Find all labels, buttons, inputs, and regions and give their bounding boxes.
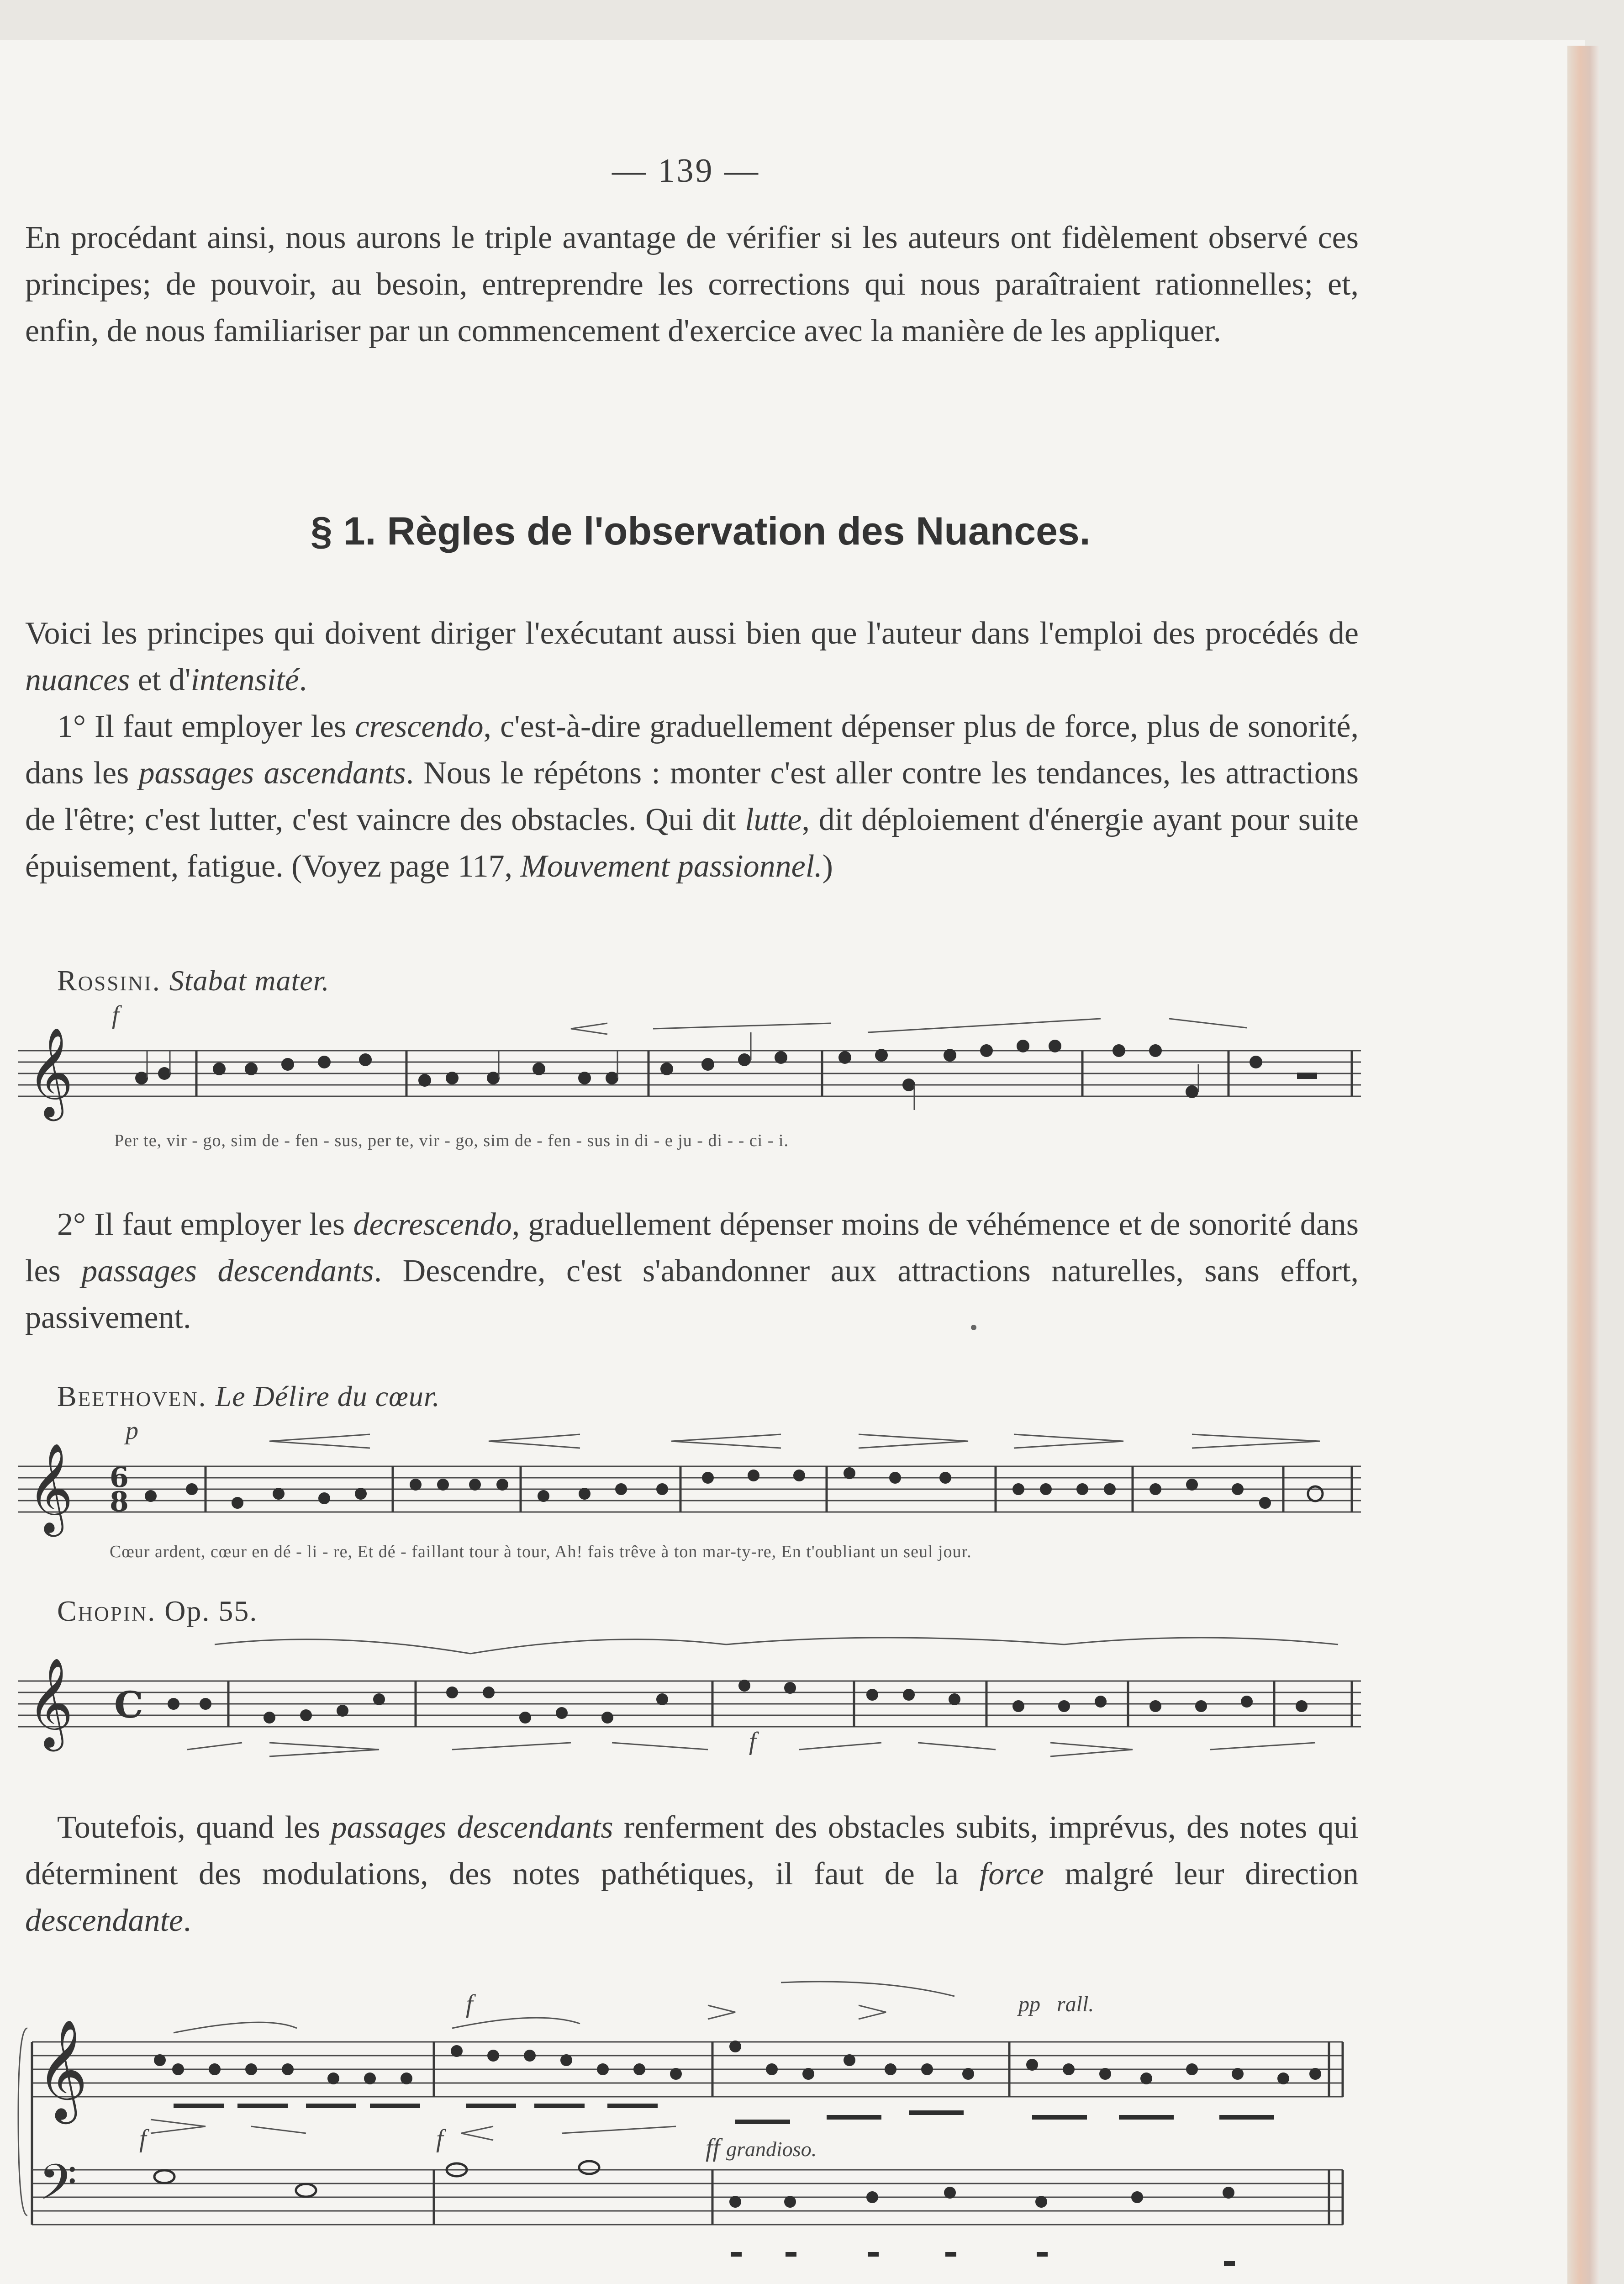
page-edge bbox=[1567, 46, 1599, 2284]
example-1-lyrics: Per te, vir - go, sim de - fen - sus, per te, vir - go, sim de - fen - sus in di - e ju - di - - ci - i. bbox=[114, 1131, 789, 1150]
svg-text:8: 8 bbox=[110, 1486, 129, 1518]
example-4-dynamic-f1: f bbox=[466, 1990, 473, 2018]
example-2-lyrics: Cœur ardent, cœur en dé - li - re, Et dé - faillant tour à tour, Ah! fais trêve à ton mar-ty-re, En t'oubliant un seul jour. bbox=[110, 1542, 972, 1561]
svg-text:𝄢: 𝄢 bbox=[39, 2153, 77, 2223]
section-heading: § 1. Règles de l'observation des Nuances. bbox=[311, 509, 1091, 553]
example-2-caption: Beethoven. Le Délire du cœur. bbox=[57, 1380, 440, 1412]
svg-text:𝄞: 𝄞 bbox=[27, 1657, 74, 1748]
page-number: — 139 — bbox=[612, 152, 760, 190]
rule-3-paragraph: Toutefois, quand les passages descendants renferment des obstacles subits, imprévus, des notes qui déterminent des modulations, des notes pathétiques, il faut de la force malgré leur direction descendante. bbox=[25, 1810, 1359, 1938]
svg-text:𝄞: 𝄞 bbox=[27, 1027, 74, 1117]
example-1-dynamic: f bbox=[112, 1001, 119, 1029]
book-page bbox=[0, 40, 1585, 2284]
stray-dot bbox=[971, 1325, 976, 1330]
example-4-piano-system bbox=[14, 1978, 1366, 2284]
rule-1-paragraph: 1° Il faut employer les crescendo, c'est-à-dire graduellement dépenser plus de force, plus de sonorité, dans les passages ascendants. Nous le répétons : monter c'est aller contre les tendances, les attractions de l'être; c'est lutter, c'est vaincre des obstacles. Qui dit lutte, dit déploiement d'énergie ayant pour suite épuisement, fatigue. (Voyez page 117, Mouvement passionnel.) bbox=[25, 709, 1359, 884]
example-4-dynamic-ff: ff grandioso. bbox=[706, 2134, 817, 2162]
svg-text:𝄞: 𝄞 bbox=[37, 2019, 88, 2120]
example-3-dynamic: f bbox=[749, 1727, 756, 1755]
example-4-pp-rall: pp rall. bbox=[1018, 1992, 1094, 2016]
example-2-staff bbox=[14, 1421, 1366, 1539]
example-1-staff bbox=[14, 1005, 1366, 1133]
rule-2-paragraph: 2° Il faut employer les decrescendo, graduellement dépenser moins de véhémence et de sonorité dans les passages descendants. Descendre, c'est s'abandonner aux attractions naturelles, sans effort, passivement. bbox=[25, 1207, 1359, 1335]
example-3-staff bbox=[14, 1626, 1366, 1772]
svg-text:6: 6 bbox=[110, 1462, 129, 1494]
rules-intro-paragraph: Voici les principes qui doivent diriger l'exécutant aussi bien que l'auteur dans l'emploi des procédés de nuances et d'intensité. bbox=[25, 616, 1359, 698]
example-4-dynamic-f3: f bbox=[436, 2125, 443, 2153]
example-4-dynamic-f2: f bbox=[139, 2125, 147, 2153]
svg-text:C: C bbox=[114, 1683, 143, 1726]
intro-paragraph: En procédant ainsi, nous aurons le triple avantage de vérifier si les auteurs ont fidèlement observé ces principes; de pouvoir, au besoin, entreprendre les corrections qui nous paraîtraient rationnelles; et, enfin, de nous familiariser par un commencement d'exercice avec la manière de les appliquer. bbox=[25, 220, 1359, 349]
example-1-caption: Rossini. Stabat mater. bbox=[57, 964, 330, 997]
svg-text:𝄞: 𝄞 bbox=[27, 1443, 74, 1533]
example-3-caption: Chopin. Op. 55. bbox=[57, 1595, 258, 1627]
example-2-dynamic: p bbox=[126, 1417, 138, 1445]
